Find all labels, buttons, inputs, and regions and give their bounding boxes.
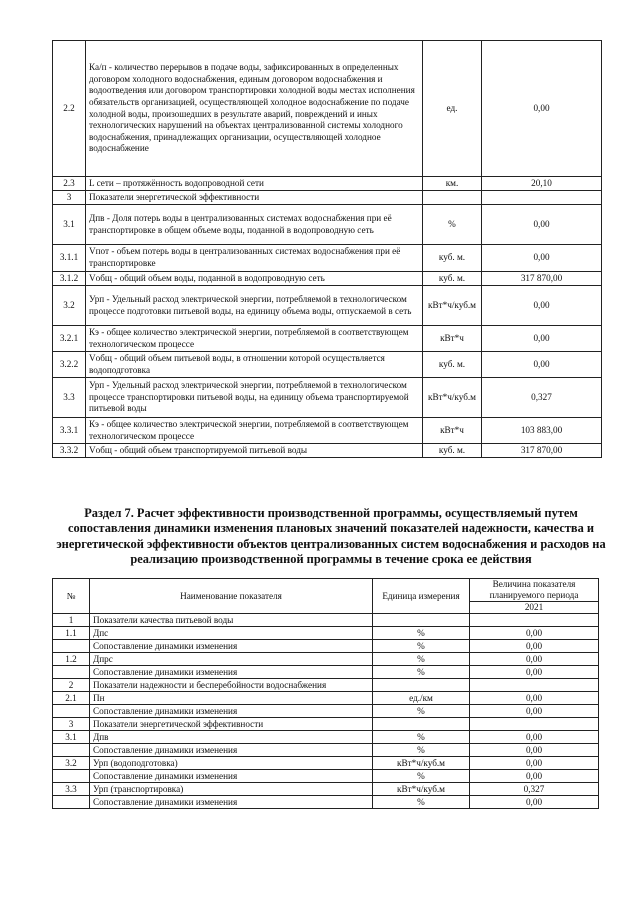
cell-unit: % [373,627,470,640]
header-unit: Единица измерения [373,579,470,614]
table-row [53,653,599,666]
cell-num: 3.3.2 [53,444,86,458]
table-row [53,245,602,272]
cell-unit: куб. м. [423,245,482,272]
cell-value: 317 870,00 [482,444,602,458]
cell-value: 0,00 [470,653,599,666]
cell-num: 3.1 [53,205,86,245]
table-row [53,326,602,352]
table-row [53,783,599,796]
cell-value: 0,00 [470,692,599,705]
table-row [53,731,599,744]
cell-name: Пн [90,692,373,705]
cell-value: 0,00 [482,352,602,378]
cell-desc: Vобщ - общий объем транспортируемой питьевой воды [86,444,423,458]
cell-unit [373,614,470,627]
cell-value: 0,00 [482,205,602,245]
cell-value: 0,00 [470,744,599,757]
cell-unit: % [373,731,470,744]
cell-desc: Урп - Удельный расход электрической энергии, потребляемой в технологическом процессе транспортировки питьевой воды, на единицу объема транспортируемой питьевой воды [86,378,423,418]
cell-desc: Vпот - объем потерь воды в централизованных системах водоснабжения при её транспортировке [86,245,423,272]
cell-value: 0,00 [470,666,599,679]
cell-num: 3.2 [53,286,86,326]
cell-num: 2.3 [53,177,86,191]
cell-num: 3.1.1 [53,245,86,272]
cell-value: 103 883,00 [482,418,602,444]
cell-name: Дпв [90,731,373,744]
cell-num: 3.1.2 [53,272,86,286]
cell-num: 3.3 [53,783,90,796]
cell-num: 2 [53,679,90,692]
cell-value [470,679,599,692]
cell-name: Урп (транспортировка) [90,783,373,796]
cell-unit: ед. [423,41,482,177]
table-row [53,177,602,191]
cell-name: Показатели качества питьевой воды [90,614,373,627]
section-7-title: Раздел 7. Расчет эффективности производственной программы, осуществляемый путем сопоставления динамики изменения плановых значений показателей надежности, качества и энергетической эффективности объектов централизованных систем водоснабжения и расходов на реализацию производственной программы в течение срока ее действия [56,506,606,567]
table-row [53,718,599,731]
cell-unit [373,679,470,692]
cell-unit [423,191,482,205]
cell-unit: км. [423,177,482,191]
cell-unit [373,718,470,731]
cell-name: Сопоставление динамики изменения [90,796,373,809]
cell-num [53,796,90,809]
cell-desc: Ка/п - количество перерывов в подаче воды, зафиксированных в определенных договором холодного водоснабжения, единым договором водоснабжения и водоотведения или договором транспортировки холодной воды местах исполнения обязательств организацией, осуществляющей холодное водоснабжение по подаче холодной воды, произошедших в результате аварий, повреждений и иных технологических нарушений на объектах централизованной системы холодного водоснабжения, принадлежащих организации, осуществляющей холодное водоснабжение [86,41,423,177]
cell-value: 0,00 [470,731,599,744]
cell-name: Дпрс [90,653,373,666]
cell-value: 317 870,00 [482,272,602,286]
cell-num [53,705,90,718]
table-row [53,444,602,458]
cell-unit: % [373,705,470,718]
cell-unit: куб. м. [423,272,482,286]
table-row [53,272,602,286]
cell-name: Показатели надежности и бесперебойности водоснабжения [90,679,373,692]
cell-name: Сопоставление динамики изменения [90,640,373,653]
table-row [53,41,602,177]
cell-value: 0,327 [470,783,599,796]
table-row [53,770,599,783]
cell-value [470,614,599,627]
indicators-table-continued [52,40,602,458]
table-row [53,744,599,757]
cell-num: 3 [53,191,86,205]
cell-num: 3 [53,718,90,731]
cell-desc: Vобщ - общий объем питьевой воды, в отношении которой осуществляется водоподготовка [86,352,423,378]
cell-name: Сопоставление динамики изменения [90,744,373,757]
table-row [53,705,599,718]
cell-unit: кВт*ч/куб.м [423,286,482,326]
efficiency-calculation-table [52,578,599,809]
header-num: № [53,579,90,614]
cell-num [53,770,90,783]
cell-name: Сопоставление динамики изменения [90,666,373,679]
table-row [53,205,602,245]
cell-desc: Кэ - общее количество электрической энергии, потребляемой в соответствующем технологическом процессе [86,326,423,352]
table-row [53,418,602,444]
cell-desc: Vобщ - общий объем воды, поданной в водопроводную сеть [86,272,423,286]
table-row [53,692,599,705]
cell-value: 0,00 [482,245,602,272]
cell-num: 3.2 [53,757,90,770]
cell-unit: % [373,796,470,809]
cell-value [470,718,599,731]
cell-num: 3.1 [53,731,90,744]
cell-unit: % [373,744,470,757]
cell-name: Дпс [90,627,373,640]
table-row [53,757,599,770]
table-row [53,352,602,378]
cell-num: 1.2 [53,653,90,666]
cell-value: 20,10 [482,177,602,191]
cell-num [53,744,90,757]
cell-name: Сопоставление динамики изменения [90,705,373,718]
cell-unit: % [373,770,470,783]
table-header-row [53,579,599,602]
cell-desc: Показатели энергетической эффективности [86,191,423,205]
cell-name: Сопоставление динамики изменения [90,770,373,783]
table-row [53,627,599,640]
cell-num: 3.2.1 [53,326,86,352]
cell-num: 3.3 [53,378,86,418]
cell-unit: % [373,653,470,666]
table-row [53,614,599,627]
header-value: Величина показателя планируемого периода [470,579,599,602]
table-row [53,679,599,692]
cell-num [53,640,90,653]
cell-desc: L сети – протяжённость водопроводной сети [86,177,423,191]
table-row [53,640,599,653]
cell-value: 0,00 [470,770,599,783]
cell-unit: % [373,666,470,679]
table-row [53,378,602,418]
cell-unit: кВт*ч/куб.м [423,378,482,418]
cell-num: 3.3.1 [53,418,86,444]
cell-desc: Кэ - общее количество электрической энергии, потребляемой в соответствующем технологическом процессе [86,418,423,444]
cell-unit: куб. м. [423,444,482,458]
cell-value: 0,00 [470,757,599,770]
cell-value [482,191,602,205]
header-year: 2021 [470,602,599,614]
table-row [53,286,602,326]
cell-unit: кВт*ч/куб.м [373,783,470,796]
cell-num: 2.2 [53,41,86,177]
cell-unit: куб. м. [423,352,482,378]
cell-num: 3.2.2 [53,352,86,378]
cell-unit: кВт*ч/куб.м [373,757,470,770]
table-row [53,796,599,809]
cell-desc: Дпв - Доля потерь воды в централизованных системах водоснабжения при её транспортировке в общем объеме воды, поданной в водопроводную сеть [86,205,423,245]
table-row [53,191,602,205]
table-row [53,666,599,679]
cell-value: 0,00 [470,796,599,809]
cell-value: 0,327 [482,378,602,418]
cell-unit: % [373,640,470,653]
cell-value: 0,00 [482,41,602,177]
cell-num: 1.1 [53,627,90,640]
cell-name: Урп (водоподготовка) [90,757,373,770]
cell-value: 0,00 [482,326,602,352]
cell-unit: % [423,205,482,245]
cell-value: 0,00 [470,640,599,653]
cell-value: 0,00 [470,705,599,718]
cell-desc: Урп - Удельный расход электрической энергии, потребляемой в технологическом процессе подготовки питьевой воды, на единицу объема воды, отпускаемой в сеть [86,286,423,326]
cell-num: 1 [53,614,90,627]
cell-name: Показатели энергетической эффективности [90,718,373,731]
cell-value: 0,00 [482,286,602,326]
cell-unit: кВт*ч [423,418,482,444]
cell-unit: ед./км [373,692,470,705]
cell-value: 0,00 [470,627,599,640]
cell-num: 2.1 [53,692,90,705]
cell-num [53,666,90,679]
header-name: Наименование показателя [90,579,373,614]
cell-unit: кВт*ч [423,326,482,352]
